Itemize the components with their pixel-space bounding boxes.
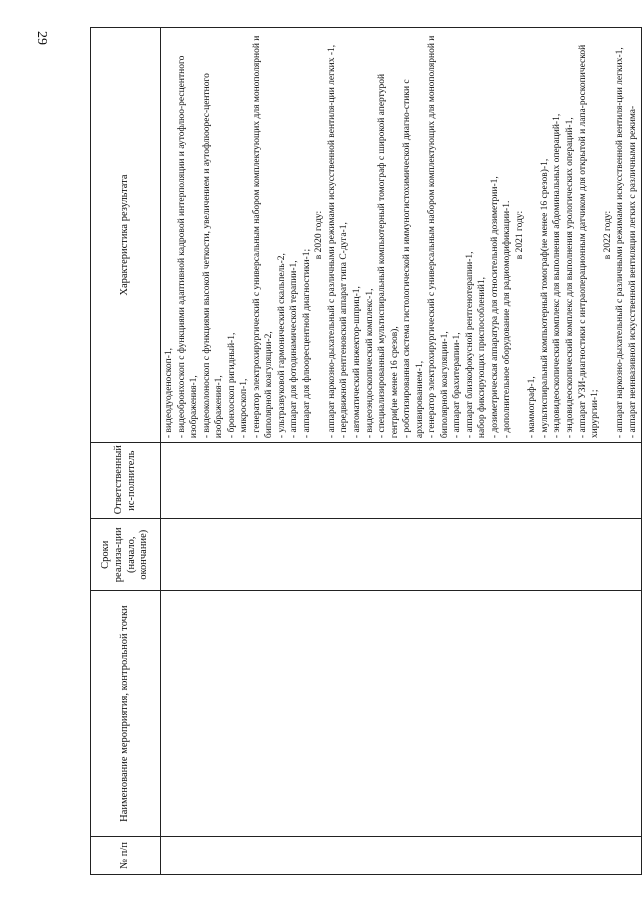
- header-activity-name: Наименование мероприятия, контрольной точки: [91, 591, 161, 837]
- result-line: - дополнительное оборудование для радиомодификации-1.: [502, 200, 513, 439]
- result-line: - передвижной рентгеновский аппарат типа С-дуга-1,: [339, 222, 350, 439]
- result-line: - роботизированная система гистологической и иммуногистохимической диагно-стики с архивированием-1,: [402, 79, 425, 439]
- result-line: - видеобронхоскоп с функциями адаптивной кадровой интерполяции и аутофлюо-ресцентного изображения-1,: [176, 55, 200, 439]
- result-line: - микроскоп-1,: [239, 378, 250, 439]
- result-line: - аппарат для фотодинамической терапии-1,: [289, 260, 300, 439]
- header-result-characteristic: Характеристика результата: [91, 28, 161, 443]
- result-line: - аппарат наркозно-дыхательный с различными режимами искусственной вентиля-ции легких-1,: [615, 47, 626, 439]
- result-line: - эндовидеоскопический комплекс для выполнения абдоминальных операций-1,: [552, 113, 563, 439]
- result-line: - аппарат для флюоресцентной диагностики-1;: [301, 248, 312, 439]
- result-line: - видеоколоноскоп с функциями высокой четкости, увеличением и аутофлюорес-центного изображения-1,: [201, 73, 225, 439]
- year-heading: в 2021 году:: [514, 210, 525, 260]
- result-line: - специализированный мультиспиральный компьютерный томограф с широкой апертурой гентри(не менее 16 срезов),: [377, 73, 400, 439]
- results-table: [90, 27, 642, 875]
- document-frame: [90, 27, 638, 875]
- cell-terms: [161, 519, 642, 591]
- table-row: [161, 28, 642, 875]
- header-responsible: Ответственный ис-полнитель: [91, 443, 161, 519]
- result-line: - дозиметрическая аппаратура для относительной дозиметрии-1,: [489, 176, 500, 439]
- result-line: - эндовидеоскопический комплекс для выполнения урологических операций-1,: [565, 117, 575, 439]
- cell-activity-name: [161, 591, 642, 837]
- year-heading: в 2020 году:: [314, 210, 325, 260]
- cell-responsible: [161, 443, 642, 519]
- result-line: - аппарат неинвазивной искусственной вентиляции легких с различными режима-: [627, 105, 638, 439]
- result-line: - аппарат наркозно-дыхательный с различными режимами искусственной вентиля-ции легких -1,: [326, 44, 337, 439]
- result-line: - генератор электрохирургический с универсальным набором комплектующих для монополярной и биполярной коагуляции-2,: [251, 35, 275, 439]
- header-number: № п/п: [91, 836, 161, 874]
- result-line: - аппарат брахитерапии-1,: [452, 332, 463, 439]
- year-heading: в 2022 году:: [602, 210, 613, 260]
- result-line: - ультразвуковой гармонический скальпель-2,: [276, 253, 287, 439]
- result-line: - генератор электрохирургический с универсальным набором комплектующих для монополярной и биполярной коагуляции-1,: [427, 35, 450, 439]
- result-line: - видеодуоденоскоп-1,: [164, 348, 174, 439]
- rotated-table-container: [90, 27, 638, 875]
- cell-result-characteristic: [161, 28, 642, 443]
- result-line: - видеоэндоскопический комплекс-1,: [364, 288, 375, 439]
- header-terms: Сроки реализа-ции (начало, окончание): [91, 519, 161, 591]
- result-line: - маммограф-1,: [527, 376, 538, 439]
- page-number: 29: [34, 31, 49, 45]
- result-line: - бронхоскоп ригидный-1,: [226, 332, 237, 439]
- result-line: - автоматический инжектор-шприц-1,: [351, 286, 362, 439]
- table-header-row: [91, 28, 161, 875]
- cell-number: [161, 836, 642, 874]
- result-line: - мультиспиральный компьютерный томограф(не менее 16 срезов)-1,: [539, 158, 550, 439]
- result-line: - аппарат близкофокусной рентгенотерапии-1,: [464, 251, 475, 439]
- result-line: набор фиксирующих приспособлений1,: [477, 277, 488, 439]
- result-line: - аппарат УЗИ-диагностики с интраоперационным датчиком для открытой и лапа-роскопической хирургии-1;: [577, 44, 601, 439]
